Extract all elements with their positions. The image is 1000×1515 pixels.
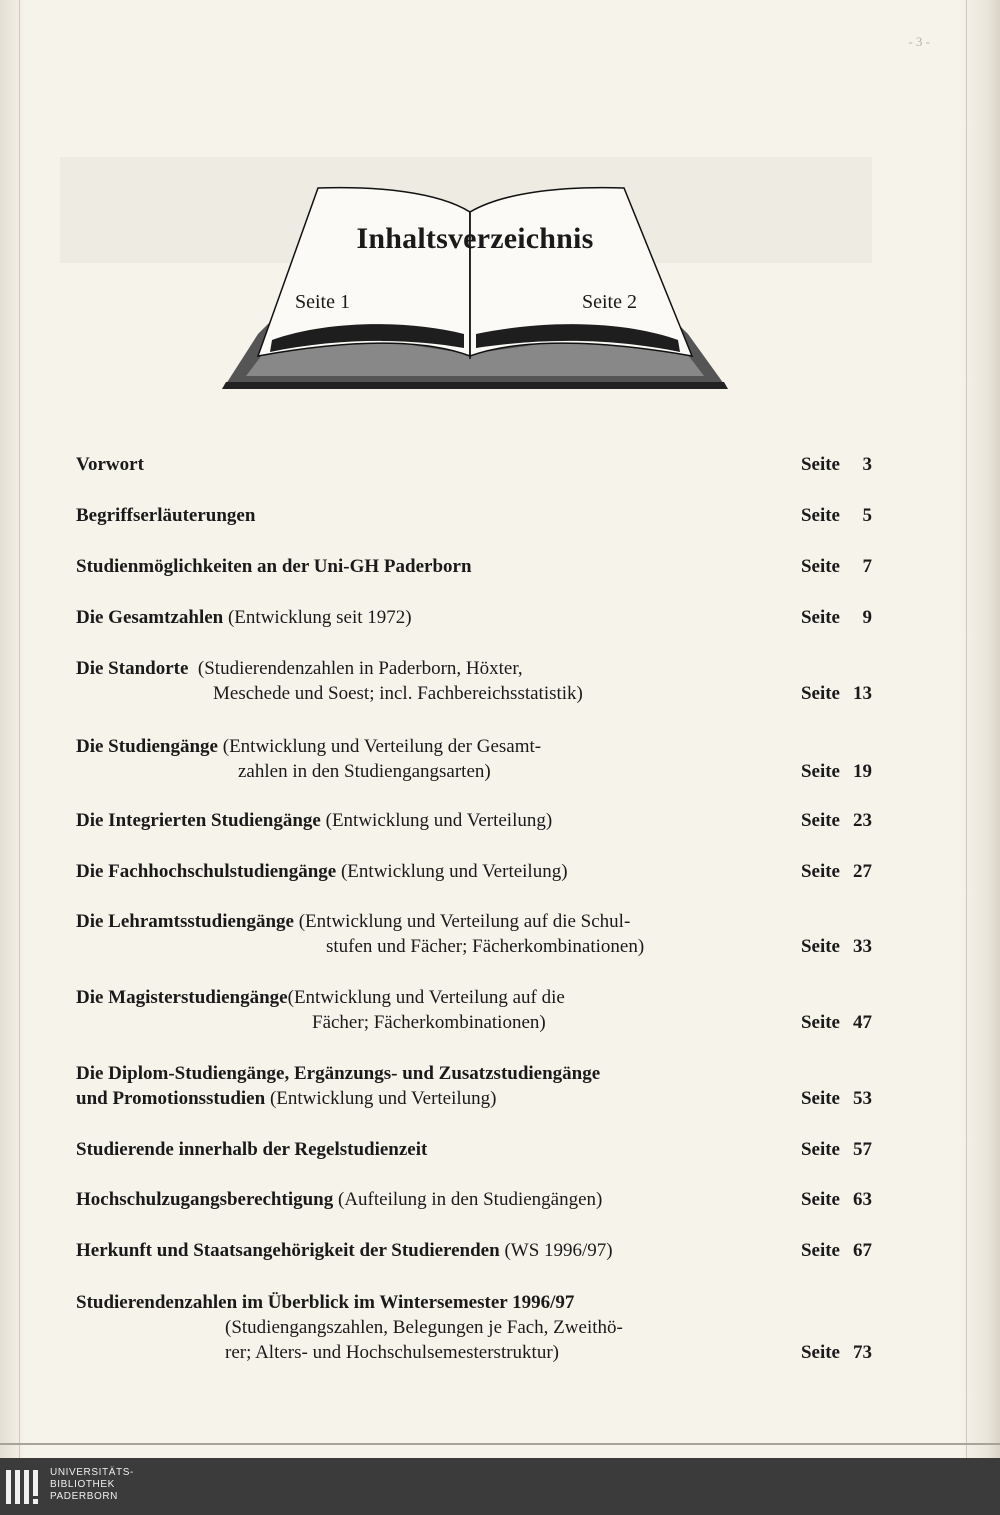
toc-description-line2: Fächer; Fächerkombinationen): [312, 1012, 546, 1033]
toc-page-ref: Seite 27: [800, 861, 872, 882]
toc-entry-ueberblick: [76, 1290, 876, 1365]
toc-page-ref: Seite 3: [800, 454, 872, 475]
toc-page-ref: Seite 47: [800, 1012, 872, 1033]
toc-entry-lehramt: [76, 909, 876, 959]
toc-title: Die Studiengänge: [76, 736, 218, 757]
page-bottom-edge: [0, 1443, 1000, 1445]
toc-page-ref: Seite 67: [800, 1240, 872, 1261]
toc-entry-herkunft: [76, 1238, 876, 1263]
library-footer: [0, 1458, 1000, 1515]
toc-entry-hochschulzugang: [76, 1187, 876, 1212]
toc-entry-diplom: [76, 1061, 876, 1111]
toc-entry-studienmoeglichkeiten: [76, 554, 876, 579]
logo-line-1: UNIVERSITÄTS-: [50, 1467, 134, 1478]
toc-title: Begriffserläuterungen: [76, 505, 256, 526]
toc-title: Vorwort: [76, 454, 144, 475]
toc-title: Die Integrierten Studiengänge: [76, 810, 321, 831]
toc-description-line2: zahlen in den Studiengangsarten): [238, 761, 491, 782]
toc-description-line3: rer; Alters- und Hochschulsemesterstruktur): [225, 1342, 559, 1363]
toc-entry-integrierte: [76, 808, 876, 833]
binding-edge-line: [19, 0, 20, 1458]
toc-description: (Entwicklung und Verteilung): [265, 1088, 497, 1109]
logo-line-2: BIBLIOTHEK: [50, 1479, 115, 1490]
toc-title: Studienmöglichkeiten an der Uni-GH Paderborn: [76, 556, 472, 577]
toc-entry-gesamtzahlen: [76, 605, 876, 630]
toc-entry-fachhochschul: [76, 859, 876, 884]
toc-page-ref: Seite 33: [800, 936, 872, 957]
toc-title: Die Gesamtzahlen: [76, 607, 224, 628]
open-book-illustration: [218, 184, 732, 392]
library-logo-icon: [6, 1468, 42, 1506]
book-right-page-label: Seite 2: [582, 291, 637, 313]
page-number-mark: - 3 -: [908, 34, 930, 49]
toc-title: Studierendenzahlen im Überblick im Wintersemester 1996/97: [76, 1292, 575, 1313]
library-logo-text: [50, 1467, 134, 1503]
toc-description: (WS 1996/97): [499, 1240, 613, 1261]
toc-title: Die Standorte: [76, 658, 189, 679]
toc-entry-regelstudienzeit: [76, 1137, 876, 1162]
toc-description: (Studierendenzahlen in Paderborn, Höxter,: [188, 658, 523, 679]
logo-line-3: PADERBORN: [50, 1491, 119, 1502]
toc-description: (Aufteilung in den Studiengängen): [333, 1189, 603, 1210]
toc-title-line2: und Promotionsstudien: [76, 1088, 266, 1109]
toc-page-ref: Seite 13: [800, 683, 872, 704]
toc-title: Die Fachhochschulstudiengänge: [76, 861, 337, 882]
toc-entry-standorte: [76, 656, 876, 706]
toc-title: Studierende innerhalb der Regelstudienzeit: [76, 1139, 428, 1160]
toc-title: Die Diplom-Studiengänge, Ergänzungs- und Zusatzstudiengänge: [76, 1063, 601, 1084]
toc-page-ref: Seite 63: [800, 1189, 872, 1210]
toc-description: (Entwicklung und Verteilung auf die: [287, 987, 565, 1008]
toc-entry-studiengaenge: [76, 734, 876, 784]
toc-page-ref: Seite 19: [800, 761, 872, 782]
toc-page-ref: Seite 23: [800, 810, 872, 831]
toc-description: (Entwicklung und Verteilung): [320, 810, 553, 831]
toc-page-ref: Seite 7: [800, 556, 872, 577]
toc-title: Herkunft und Staatsangehörigkeit der Studierenden: [76, 1240, 500, 1261]
toc-description-line2: (Studiengangszahlen, Belegungen je Fach, Zweithö-: [225, 1317, 623, 1338]
toc-description: (Entwicklung und Verteilung auf die Schul-: [293, 911, 631, 932]
toc-page-ref: Seite 5: [800, 505, 872, 526]
book-title: Inhaltsverzeichnis: [356, 222, 594, 255]
toc-entry-magister: [76, 985, 876, 1035]
toc-title: Hochschulzugangsberechtigung: [76, 1189, 334, 1210]
toc-description-line2: Meschede und Soest; incl. Fachbereichsstatistik): [213, 683, 583, 704]
toc-page-ref: Seite 9: [800, 607, 872, 628]
page-right-edge-line: [966, 0, 967, 1458]
toc-entry-vorwort: [76, 452, 876, 477]
toc-description: (Entwicklung und Verteilung der Gesamt-: [218, 736, 542, 757]
toc-title: Die Lehramtsstudiengänge: [76, 911, 294, 932]
toc-title: Die Magisterstudiengänge: [76, 987, 288, 1008]
toc-description-line2: stufen und Fächer; Fächerkombinationen): [326, 936, 645, 957]
toc-page-ref: Seite 73: [800, 1342, 872, 1363]
book-cover-bottom: [222, 382, 728, 389]
toc-description: (Entwicklung seit 1972): [223, 607, 412, 628]
page-binding-shadow: [0, 0, 26, 1458]
toc-entry-begriffe: [76, 503, 876, 528]
toc-page-ref: Seite 53: [800, 1088, 872, 1109]
book-left-page-label: Seite 1: [295, 291, 350, 313]
toc-page-ref: Seite 57: [800, 1139, 872, 1160]
toc-description: (Entwicklung und Verteilung): [336, 861, 568, 882]
